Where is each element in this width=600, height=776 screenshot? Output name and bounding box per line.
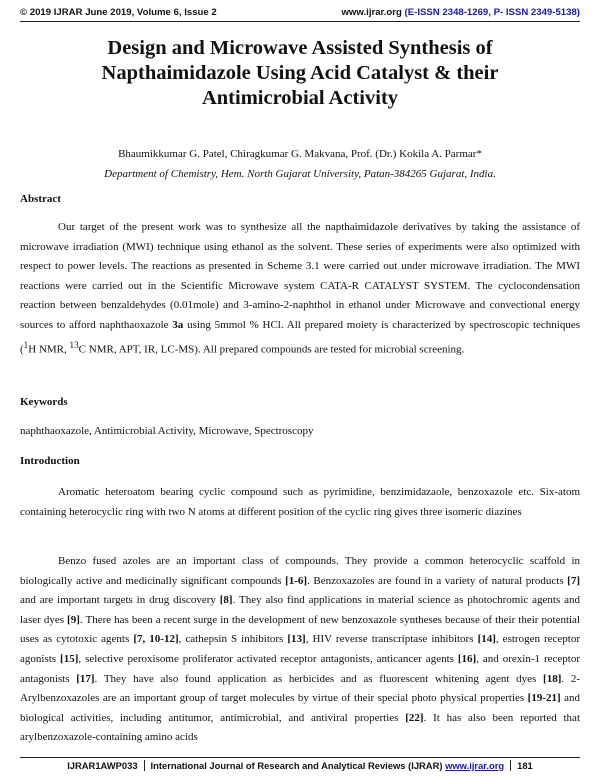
abstract-heading: Abstract	[20, 193, 61, 205]
title-line: Design and Microwave Assisted Synthesis of	[107, 37, 493, 59]
header-website-link[interactable]: www.ijrar.org	[341, 7, 402, 18]
paper-id: IJRAR1AWP033	[67, 760, 138, 771]
footer-separator	[144, 760, 145, 771]
citation: [14]	[477, 633, 496, 646]
title-line: Napthaimidazole Using Acid Catalyst & their	[101, 62, 499, 84]
journal-name: International Journal of Research and Analytical Reviews (IJRAR)	[150, 760, 443, 771]
citation: [9]	[67, 613, 80, 626]
footer-website-link[interactable]: www.ijrar.org	[445, 760, 505, 771]
citation: [1-6]	[285, 574, 308, 587]
affiliation: Department of Chemistry, Hem. North Gujarat University, Patan-384265 Gujarat, India.	[104, 168, 496, 180]
citation: [22]	[405, 711, 424, 724]
citation: [8]	[219, 594, 233, 607]
abstract-text: Our target of the present work was to synthesize all the napthaimidazole derivatives by taking the assistance of microwave irradiation (MWI) technique using ethanol as the solvent. These series of experiments were also optimized with respect to power levels. The reactions as presented in Scheme 3.1 were carried out under microwave irradiation. The MWI reactions were carried out in the Scientific Microwave system CATA-R CATALYST SYSTEM. The cyclocondensation reaction between benzaldehydes (0.01mole) and 3-amino-2-naphthol in ethanol under Microwave and convectional energy sources to afford naphthaoxazole 3a using 5mmol % HCl. All prepared moiety is characterized by spectroscopic techniques ($^1$H NMR, $^{13}$C NMR, APT, IR, LC-MS). All prepared compounds are tested for microbial screening.	[20, 221, 581, 356]
header-issn: (E-ISSN 2348-1269, P- ISSN 2349-5138)	[404, 7, 580, 18]
page-footer	[20, 757, 580, 773]
paper-title	[30, 36, 570, 111]
citation: [18]	[543, 672, 562, 685]
author-list: Bhaumikkumar G. Patel, Chiragkumar G. Makvana, Prof. (Dr.) Kokila A. Parmar*	[118, 148, 482, 160]
citation: [19-21]	[527, 692, 561, 705]
keywords-heading: Keywords	[20, 396, 68, 408]
journal-issue-info: © 2019 IJRAR June 2019, Volume 6, Issue 2	[20, 7, 217, 18]
intro-paragraph-2: Benzo fused azoles are an important class of compounds. They provide a common heterocyclic scaffold in biologically active and medicinally significant compounds [1-6]. Benzoxazoles are found in a variety of natural products [7] and are important targets in drug discovery [8]. They also find applications in material science as photochromic agents and laser dyes [9]. There has been a recent surge in the development of new benzoxazole syntheses because of their their potential uses as cytotoxic agents [7, 10-12], cathepsin S inhibitors [13], HIV reverse transcriptase inhibitors [14], estrogen receptor agonists [15], selective peroxisome proliferator activated receptor antagonists, anticancer agents [16], and orexin-1 receptor antagonists [17]. They have also found application as herbicides and as fluorescent whitening agent dyes [18]. 2-Arylbenzoxazoles are an important group of target molecules by virtue of their special photo physical properties [19-21] and biological activities, including antitumor, antimicrobial, and antiviral properties [22]. It has also been reported that arylbenzoxazole-containing amino acids	[20, 555, 581, 744]
citation: [7, 10-12]	[133, 633, 179, 646]
footer-separator	[510, 760, 511, 771]
citation: [16]	[457, 652, 477, 665]
citation: [7]	[567, 574, 580, 587]
title-line: Antimicrobial Activity	[201, 87, 399, 109]
footer-divider	[20, 757, 580, 758]
intro-paragraph-1: Aromatic heteroatom bearing cyclic compound such as pyrimidine, benzimidazaole, benzoxazole etc. Six-atom containing heterocyclic ring with two N atoms at different position of the cyclic ring gives three isomeric diazines	[20, 486, 580, 518]
keywords-text: naphthaoxazole, Antimicrobial Activity, Microwave, Spectroscopy	[20, 425, 314, 437]
page-number: 181	[517, 760, 533, 771]
citation: [13]	[287, 633, 306, 646]
header-divider	[20, 21, 580, 22]
introduction-heading: Introduction	[20, 455, 80, 467]
citation: [17]	[76, 672, 95, 685]
header-right	[341, 7, 580, 18]
citation: [15]	[60, 652, 79, 665]
compound-label: 3a	[172, 318, 184, 331]
